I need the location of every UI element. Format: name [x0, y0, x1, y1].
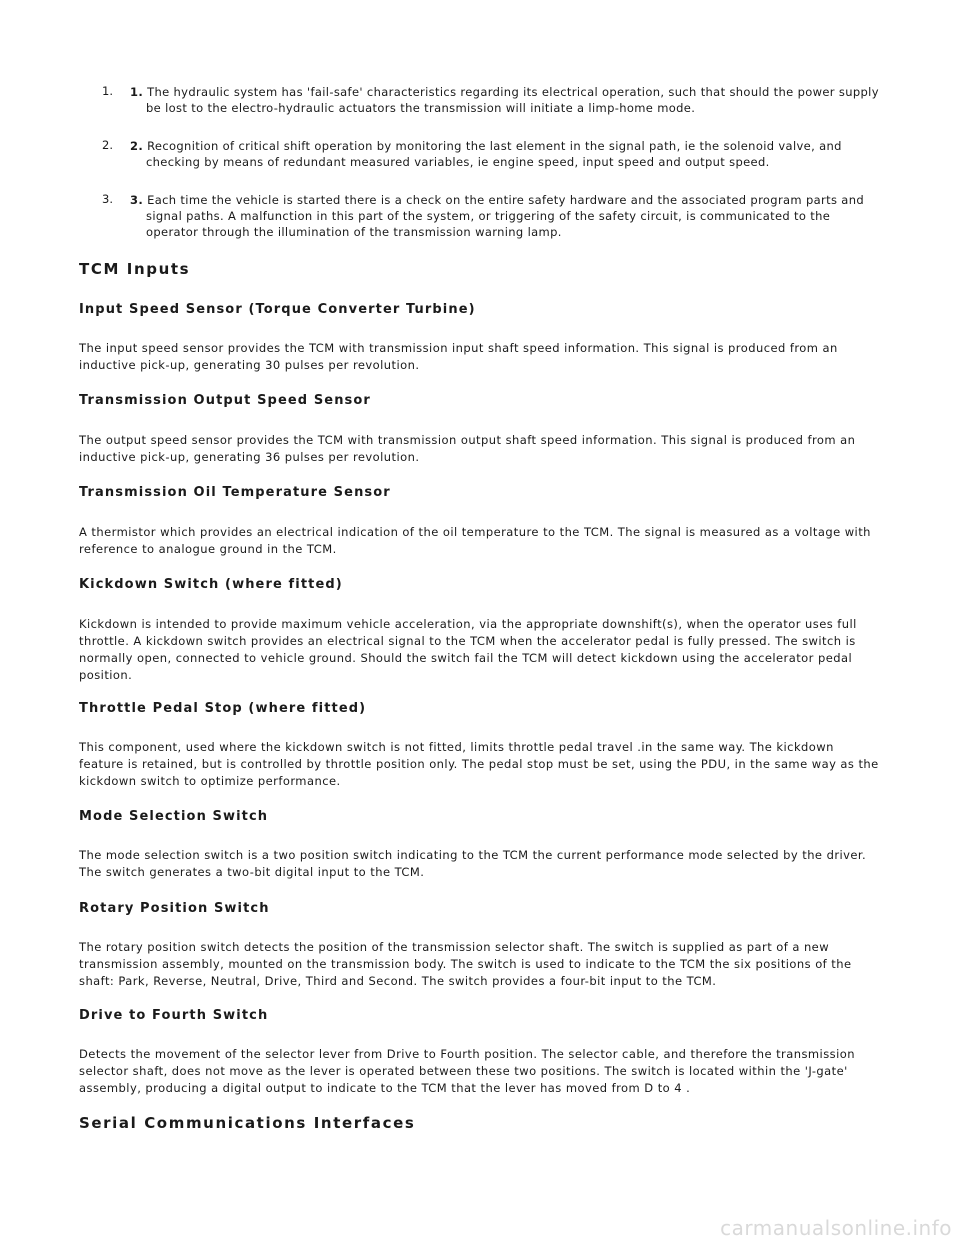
section-heading-input-speed-sensor: Input Speed Sensor (Torque Converter Turbine)	[79, 302, 476, 317]
numbered-list	[0, 84, 960, 262]
list-item-body: Each time the vehicle is started there is a check on the entire safety hardware and the associated program parts and signal paths. A malfunction in this part of the system, or triggering of the safety circuit, is communicated to the operator through the illumination of the transmission warning lamp.	[146, 193, 864, 239]
section-body-throttle-pedal-stop: This component, used where the kickdown switch is not fitted, limits throttle pedal travel .in the same way. The kickdown feature is retained, but is controlled by throttle position only. The pedal stop must be set, using the PDU, in the same way as the kickdown switch to optimize performance.	[79, 740, 879, 788]
section-body-drive-to-fourth-switch: Detects the movement of the selector lever from Drive to Fourth position. The selector cable, and therefore the transmission selector shaft, does not move as the lever is operated between these two positions. The switch is located within the 'J-gate' assembly, producing a digital output to indicate to the TCM that the lever has moved from D to 4 .	[79, 1047, 855, 1095]
list-item-body: Recognition of critical shift operation by monitoring the last element in the signal path, ie the solenoid valve, and checking by means of redundant measured variables, ie engine speed, input speed and output speed.	[146, 139, 842, 169]
list-item	[0, 84, 960, 116]
section-body-mode-selection-switch: The mode selection switch is a two position switch indicating to the TCM the current performance mode selected by the driver. The switch generates a two-bit digital input to the TCM.	[79, 848, 867, 879]
section-heading-mode-selection-switch: Mode Selection Switch	[79, 809, 269, 824]
list-item	[0, 138, 960, 170]
list-item-body: The hydraulic system has 'fail-safe' characteristics regarding its electrical operation, such that should the power supply be lost to the electro-hydraulic actuators the transmission will initiate a limp-home mode.	[146, 85, 879, 115]
list-item-bold-label: 3.	[130, 193, 144, 207]
list-item-text	[130, 84, 884, 116]
section-heading-rotary-position-switch: Rotary Position Switch	[79, 901, 270, 916]
section-body-input-speed-sensor: The input speed sensor provides the TCM with transmission input shaft speed information. This signal is produced from an inductive pick-up, generating 30 pulses per revolution.	[79, 341, 838, 372]
section-heading-output-speed-sensor: Transmission Output Speed Sensor	[79, 393, 371, 408]
list-item	[0, 192, 960, 240]
section-heading-oil-temperature-sensor: Transmission Oil Temperature Sensor	[79, 485, 391, 500]
watermark[interactable]: carmanualsonline.info	[720, 1216, 952, 1240]
section-heading-kickdown-switch: Kickdown Switch (where fitted)	[79, 577, 343, 592]
section-body-kickdown-switch: Kickdown is intended to provide maximum vehicle acceleration, via the appropriate downshift(s), when the operator uses full throttle. A kickdown switch provides an electrical signal to the TCM when the accelerator pedal is fully pressed. The switch is normally open, connected to vehicle ground. Should the switch fail the TCM will detect kickdown using the accelerator pedal position.	[79, 617, 857, 682]
tcm-inputs-heading: TCM Inputs	[79, 260, 191, 278]
list-item-number: 2.	[102, 138, 113, 152]
section-body-rotary-position-switch: The rotary position switch detects the position of the transmission selector shaft. The switch is supplied as part of a new transmission assembly, mounted on the transmission body. The switch is used to indicate to the TCM the six positions of the shaft: Park, Reverse, Neutral, Drive, Third and Second. The switch provides a four-bit input to the TCM.	[79, 940, 852, 988]
list-item-bold-label: 1.	[130, 85, 144, 99]
list-item-number: 3.	[102, 192, 113, 206]
section-body-output-speed-sensor: The output speed sensor provides the TCM with transmission output shaft speed information. This signal is produced from an inductive pick-up, generating 36 pulses per revolution.	[79, 433, 856, 464]
list-item-text	[130, 192, 884, 240]
section-body-oil-temperature-sensor: A thermistor which provides an electrical indication of the oil temperature to the TCM. The signal is measured as a voltage with reference to analogue ground in the TCM.	[79, 525, 871, 556]
list-item-number: 1.	[102, 84, 113, 98]
section-heading-throttle-pedal-stop: Throttle Pedal Stop (where fitted)	[79, 701, 367, 716]
serial-communications-heading: Serial Communications Interfaces	[79, 1114, 416, 1132]
list-item-text	[130, 138, 884, 170]
section-heading-drive-to-fourth-switch: Drive to Fourth Switch	[79, 1008, 269, 1023]
list-item-bold-label: 2.	[130, 139, 144, 153]
